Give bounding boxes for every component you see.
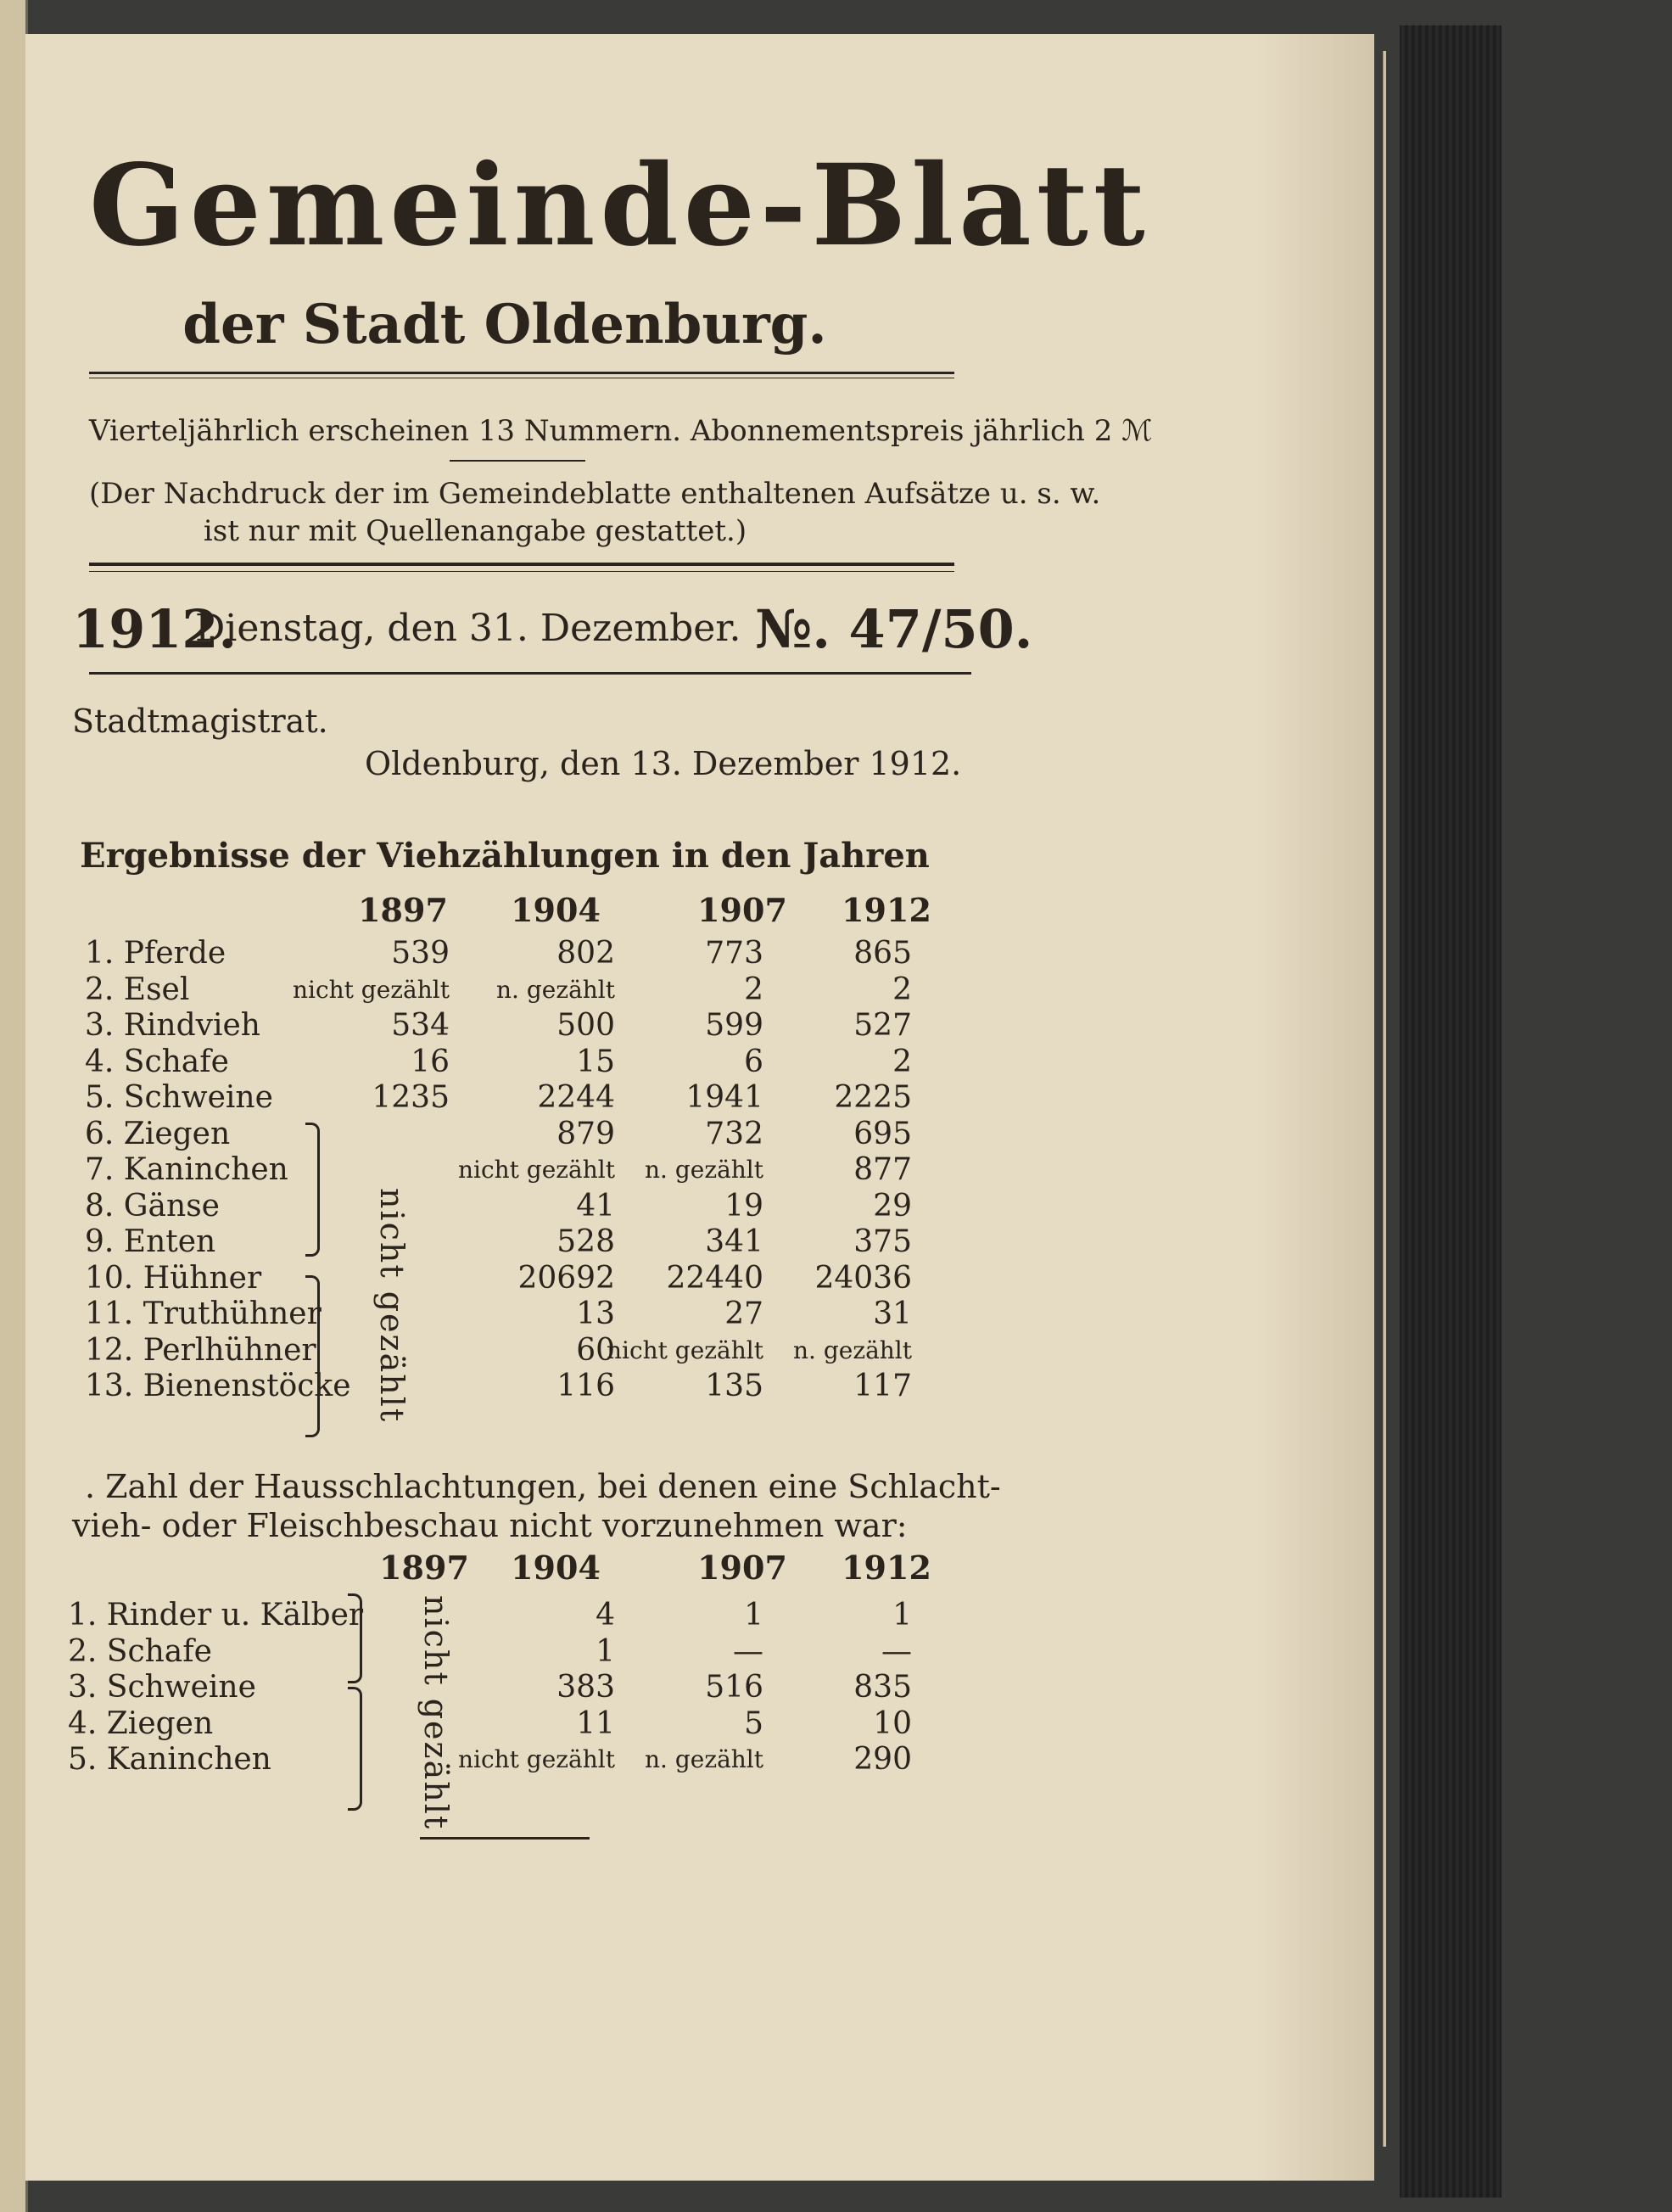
table2-cell: 4 (596, 1598, 615, 1632)
table1-cell: 13 (576, 1296, 615, 1331)
table2-cell: 11 (576, 1705, 615, 1741)
table2-cell: — (881, 1633, 912, 1669)
dateline-year: 1912. (72, 598, 238, 660)
table1-cell: 2225 (834, 1080, 912, 1115)
table1-cell: nicht gezählt (457, 1156, 615, 1184)
table1-row-label: 7. Kaninchen (85, 1152, 288, 1187)
table1-cell: 539 (391, 936, 450, 971)
table1-row-label: 10. Hühner (85, 1260, 262, 1296)
table1-cell: 528 (556, 1224, 615, 1259)
table2-row-label: 4. Ziegen (68, 1705, 214, 1741)
table1-cell: 527 (853, 1008, 912, 1043)
table2-year-header: 1897 (379, 1548, 469, 1587)
table1-cell: 695 (853, 1116, 912, 1151)
table1-row-label: 4. Schafe (85, 1044, 229, 1079)
table2-row-label: 2. Schafe (68, 1633, 212, 1669)
table1-cell: 2244 (537, 1080, 615, 1115)
table2-heading-line-1: . Zahl der Hausschlachtungen, bei denen eine Schlacht- (85, 1468, 1001, 1505)
table1-cell: 116 (556, 1369, 615, 1403)
table1-cell: 6 (744, 1044, 763, 1079)
dateline-top-rule (89, 563, 954, 566)
table1-bracket-label: nicht gezählt (373, 1188, 411, 1424)
table1-row-label: 5. Schweine (85, 1080, 273, 1115)
closing-rule (420, 1837, 590, 1840)
table1-cell: 877 (853, 1152, 912, 1187)
table1-cell: 773 (705, 936, 763, 971)
table1-heading: Ergebnisse der Viehzählungen in den Jahren (80, 836, 930, 876)
table2-row-label: 3. Schweine (68, 1670, 256, 1705)
book-cover (1400, 25, 1501, 2198)
table1-cell: 41 (576, 1188, 615, 1224)
table1-row-label: 8. Gänse (85, 1188, 220, 1224)
table1-row-label: 1. Pferde (85, 936, 226, 971)
table2-row-label: 1. Rinder u. Kälber (68, 1598, 364, 1632)
table1-bracket-top (305, 1123, 320, 1257)
table2-year-header: 1912 (842, 1548, 931, 1587)
table2-bracket-top (348, 1593, 362, 1683)
table1-cell: 341 (705, 1224, 763, 1259)
authority: Stadtmagistrat. (72, 703, 328, 740)
table1-year-header: 1897 (358, 891, 448, 929)
table2-bracket-label: nicht gezählt (417, 1595, 455, 1831)
table1-cell: n. gezählt (644, 1156, 763, 1184)
table1-cell: 16 (411, 1044, 450, 1079)
table1-year-header: 1907 (697, 891, 787, 929)
table1-row-label: 6. Ziegen (85, 1116, 231, 1151)
table2-cell: 1 (744, 1598, 763, 1632)
table1-cell: 500 (556, 1008, 615, 1043)
table1-cell: 31 (873, 1296, 912, 1331)
table2-cell: 5 (744, 1705, 763, 1741)
table1-cell: 865 (853, 936, 912, 971)
table2-cell: 10 (873, 1705, 912, 1741)
notice-divider (450, 460, 585, 462)
table1-row-label: 12. Perlhühner (85, 1332, 316, 1368)
table1-cell: 60 (576, 1332, 615, 1368)
table1-cell: 1235 (372, 1080, 450, 1115)
dateline-bottom-rule (89, 672, 971, 675)
dateline-date: Dienstag, den 31. Dezember. (195, 607, 741, 650)
table1-cell: 29 (873, 1188, 912, 1224)
table1-cell: nicht gezählt (606, 1336, 763, 1364)
table1-cell: 599 (705, 1008, 763, 1043)
table1-cell: 24036 (814, 1260, 912, 1296)
table1-cell: 19 (724, 1188, 763, 1224)
table1-cell: 2 (892, 972, 912, 1007)
table2-heading-line-2: vieh- oder Fleischbeschau nicht vorzunehmen war: (72, 1507, 908, 1544)
table2-cell: — (733, 1633, 763, 1669)
table2-row-label: 5. Kaninchen (68, 1742, 271, 1777)
table2-cell: 383 (556, 1670, 615, 1705)
table1-cell: 2 (744, 972, 763, 1007)
table1-cell: 135 (705, 1369, 763, 1403)
table1-cell: 20692 (517, 1260, 615, 1296)
masthead-subtitle: der Stadt Oldenburg. (182, 293, 827, 356)
table1-cell: 802 (556, 936, 615, 971)
table1-cell: 534 (391, 1008, 450, 1043)
dateline-number: №. 47/50. (755, 598, 1033, 660)
table1-row-label: 2. Esel (85, 972, 190, 1007)
table1-cell: 732 (705, 1116, 763, 1151)
table2-cell: 1 (596, 1633, 615, 1669)
table1-cell: 879 (556, 1116, 615, 1151)
table1-cell: 2 (892, 1044, 912, 1079)
table2-year-header: 1907 (697, 1548, 787, 1587)
table1-cell: n. gezählt (792, 1336, 912, 1364)
place-date: Oldenburg, den 13. Dezember 1912. (365, 745, 962, 782)
table1-cell: n. gezählt (495, 975, 615, 1004)
masthead-title: Gemeinde-Blatt (89, 140, 1150, 272)
table1-year-header: 1904 (511, 891, 601, 929)
table1-cell: 1941 (685, 1080, 763, 1115)
table1-row-label: 11. Truthühner (85, 1296, 322, 1331)
table1-cell: 375 (853, 1224, 912, 1259)
table1-year-header: 1912 (842, 891, 931, 929)
table1-row-label: 9. Enten (85, 1224, 216, 1259)
table1-row-label: 13. Bienenstöcke (85, 1369, 351, 1403)
table2-year-header: 1904 (511, 1548, 601, 1587)
notice-line-1: Vierteljährlich erscheinen 13 Nummern. Abonnementspreis jährlich 2 ℳ (89, 414, 1153, 448)
table1-cell: 15 (576, 1044, 615, 1079)
table1-row-label: 3. Rindvieh (85, 1008, 260, 1043)
facing-page-edge (0, 0, 28, 2212)
table1-cell: nicht gezählt (292, 975, 450, 1004)
table2-cell: 1 (892, 1598, 912, 1632)
table1-cell: 117 (853, 1369, 912, 1403)
newspaper-page (25, 34, 1374, 2181)
notice-line-2: (Der Nachdruck der im Gemeindeblatte enthaltenen Aufsätze u. s. w. (89, 477, 1101, 511)
table2-cell: nicht gezählt (457, 1745, 615, 1773)
table1-cell: 27 (724, 1296, 763, 1331)
table2-cell: 516 (705, 1670, 763, 1705)
table1-cell: 22440 (666, 1260, 763, 1296)
notice-line-3: ist nur mit Quellenangabe gestattet.) (203, 514, 747, 548)
table2-bracket-bottom (348, 1687, 362, 1811)
table2-cell: n. gezählt (644, 1745, 763, 1773)
table2-cell: 835 (853, 1670, 912, 1705)
table2-cell: 290 (853, 1742, 912, 1777)
table1-bracket-bottom (305, 1275, 320, 1437)
masthead-rule (89, 372, 954, 374)
